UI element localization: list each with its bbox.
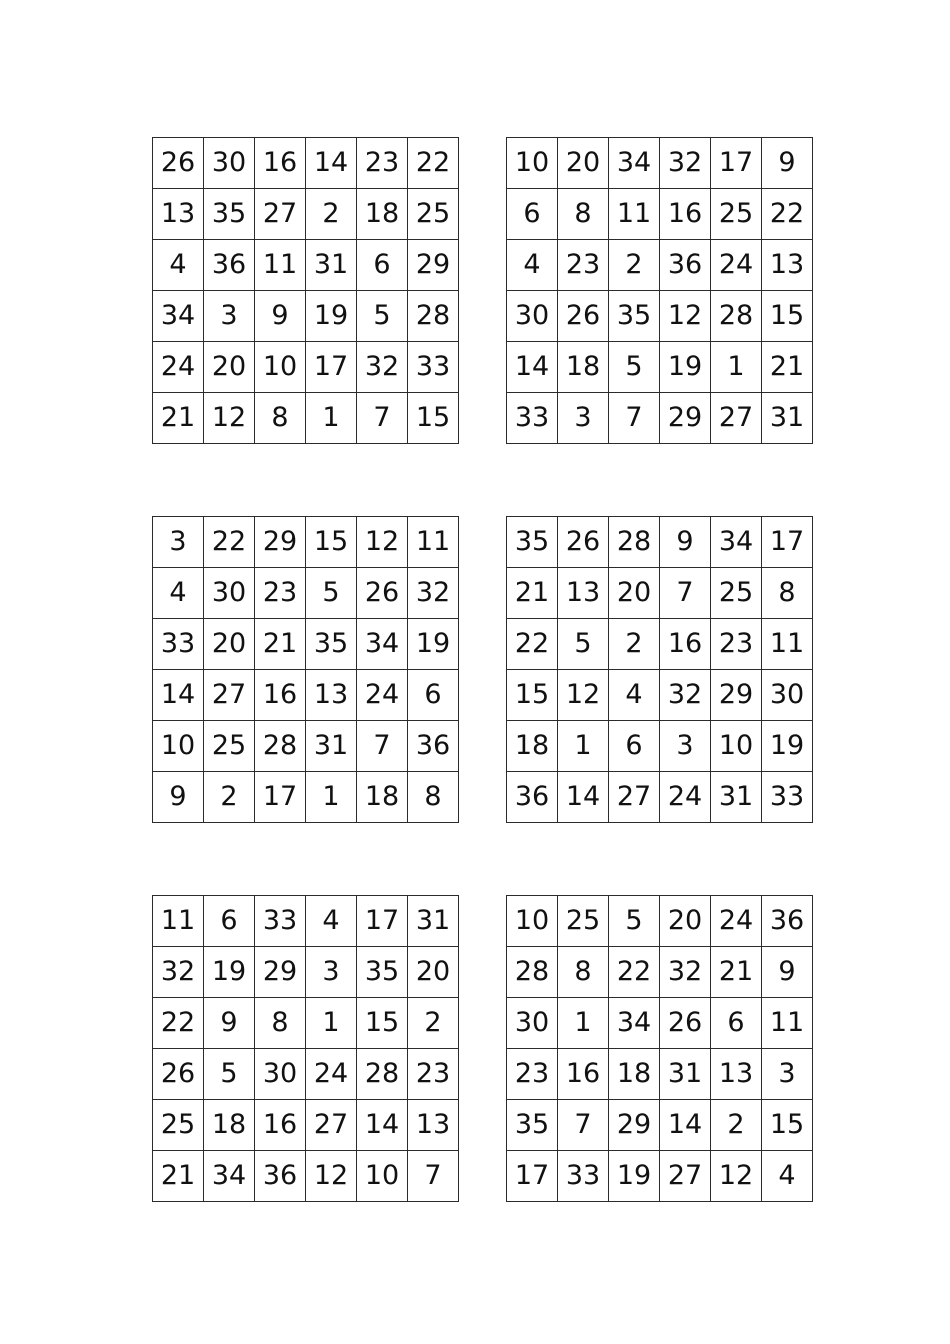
bingo-number-cell: 2: [609, 240, 660, 291]
bingo-number-cell: 13: [762, 240, 813, 291]
bingo-number-cell: 6: [711, 998, 762, 1049]
bingo-number-cell: 28: [507, 947, 558, 998]
bingo-number-cell: 31: [660, 1049, 711, 1100]
bingo-number-cell: 10: [711, 721, 762, 772]
bingo-number-cell: 9: [204, 998, 255, 1049]
bingo-number-cell: 18: [204, 1100, 255, 1151]
bingo-number-cell: 5: [609, 342, 660, 393]
bingo-number-cell: 22: [507, 619, 558, 670]
bingo-number-cell: 14: [558, 772, 609, 823]
bingo-number-cell: 35: [507, 517, 558, 568]
bingo-number-cell: 9: [255, 291, 306, 342]
card-row: [507, 721, 813, 772]
bingo-number-cell: 10: [357, 1151, 408, 1202]
bingo-number-cell: 36: [762, 896, 813, 947]
bingo-number-cell: 5: [306, 568, 357, 619]
bingo-number-cell: 20: [558, 138, 609, 189]
bingo-number-cell: 34: [153, 291, 204, 342]
bingo-number-cell: 11: [762, 619, 813, 670]
bingo-number-cell: 12: [711, 1151, 762, 1202]
bingo-number-cell: 7: [357, 393, 408, 444]
bingo-number-cell: 22: [408, 138, 459, 189]
card-row: [507, 670, 813, 721]
bingo-number-cell: 29: [255, 517, 306, 568]
bingo-number-cell: 22: [204, 517, 255, 568]
bingo-number-cell: 24: [660, 772, 711, 823]
bingo-number-cell: 26: [153, 1049, 204, 1100]
bingo-number-cell: 3: [660, 721, 711, 772]
bingo-number-cell: 24: [153, 342, 204, 393]
bingo-number-cell: 28: [408, 291, 459, 342]
bingo-number-cell: 31: [408, 896, 459, 947]
bingo-number-cell: 29: [255, 947, 306, 998]
bingo-number-cell: 16: [660, 619, 711, 670]
bingo-number-cell: 19: [762, 721, 813, 772]
bingo-number-cell: 36: [660, 240, 711, 291]
bingo-number-cell: 20: [204, 342, 255, 393]
bingo-number-cell: 34: [609, 138, 660, 189]
bingo-card-5: [152, 895, 459, 1202]
bingo-number-cell: 31: [306, 721, 357, 772]
bingo-number-cell: 35: [204, 189, 255, 240]
bingo-number-cell: 4: [306, 896, 357, 947]
bingo-number-cell: 4: [762, 1151, 813, 1202]
bingo-number-cell: 29: [660, 393, 711, 444]
bingo-number-cell: 25: [558, 896, 609, 947]
bingo-number-cell: 8: [762, 568, 813, 619]
bingo-number-cell: 33: [507, 393, 558, 444]
bingo-number-cell: 26: [558, 291, 609, 342]
bingo-number-cell: 36: [204, 240, 255, 291]
bingo-number-cell: 5: [609, 896, 660, 947]
bingo-number-cell: 16: [255, 1100, 306, 1151]
bingo-number-cell: 30: [204, 138, 255, 189]
card-row: [507, 896, 813, 947]
bingo-number-cell: 11: [255, 240, 306, 291]
bingo-number-cell: 4: [507, 240, 558, 291]
bingo-number-cell: 35: [507, 1100, 558, 1151]
bingo-number-cell: 12: [204, 393, 255, 444]
bingo-number-cell: 23: [408, 1049, 459, 1100]
bingo-number-cell: 21: [711, 947, 762, 998]
bingo-number-cell: 17: [357, 896, 408, 947]
card-row: [507, 517, 813, 568]
bingo-number-cell: 28: [357, 1049, 408, 1100]
bingo-number-cell: 28: [711, 291, 762, 342]
bingo-number-cell: 31: [711, 772, 762, 823]
bingo-number-cell: 35: [306, 619, 357, 670]
bingo-number-cell: 29: [408, 240, 459, 291]
bingo-number-cell: 11: [609, 189, 660, 240]
bingo-number-cell: 16: [558, 1049, 609, 1100]
bingo-number-cell: 14: [660, 1100, 711, 1151]
card-row: [507, 291, 813, 342]
bingo-number-cell: 6: [609, 721, 660, 772]
card-row: [153, 947, 459, 998]
bingo-number-cell: 19: [306, 291, 357, 342]
bingo-number-cell: 2: [408, 998, 459, 1049]
bingo-number-cell: 22: [153, 998, 204, 1049]
bingo-number-cell: 17: [255, 772, 306, 823]
bingo-number-cell: 22: [762, 189, 813, 240]
card-row: [153, 240, 459, 291]
card-row: [153, 517, 459, 568]
card-row: [153, 138, 459, 189]
bingo-number-cell: 30: [507, 998, 558, 1049]
bingo-number-cell: 15: [762, 291, 813, 342]
card-row: [153, 670, 459, 721]
bingo-number-cell: 18: [609, 1049, 660, 1100]
bingo-number-cell: 28: [255, 721, 306, 772]
bingo-number-cell: 14: [357, 1100, 408, 1151]
bingo-number-cell: 29: [609, 1100, 660, 1151]
bingo-card-3: [152, 516, 459, 823]
bingo-number-cell: 27: [255, 189, 306, 240]
bingo-number-cell: 34: [609, 998, 660, 1049]
bingo-number-cell: 24: [306, 1049, 357, 1100]
bingo-number-cell: 21: [255, 619, 306, 670]
bingo-number-cell: 7: [558, 1100, 609, 1151]
bingo-number-cell: 36: [255, 1151, 306, 1202]
bingo-number-cell: 10: [507, 896, 558, 947]
card-row: [507, 342, 813, 393]
bingo-number-cell: 21: [153, 393, 204, 444]
bingo-number-cell: 25: [153, 1100, 204, 1151]
bingo-number-cell: 30: [204, 568, 255, 619]
card-row: [507, 1049, 813, 1100]
bingo-number-cell: 15: [762, 1100, 813, 1151]
bingo-number-cell: 34: [357, 619, 408, 670]
bingo-number-cell: 24: [711, 896, 762, 947]
bingo-number-cell: 23: [711, 619, 762, 670]
bingo-number-cell: 13: [711, 1049, 762, 1100]
bingo-number-cell: 23: [255, 568, 306, 619]
bingo-number-cell: 20: [204, 619, 255, 670]
bingo-number-cell: 7: [609, 393, 660, 444]
card-row: [153, 189, 459, 240]
bingo-number-cell: 15: [306, 517, 357, 568]
bingo-number-cell: 36: [507, 772, 558, 823]
bingo-number-cell: 29: [711, 670, 762, 721]
bingo-number-cell: 8: [255, 393, 306, 444]
bingo-number-cell: 26: [357, 568, 408, 619]
bingo-number-cell: 14: [507, 342, 558, 393]
bingo-number-cell: 32: [408, 568, 459, 619]
bingo-number-cell: 27: [306, 1100, 357, 1151]
bingo-number-cell: 30: [507, 291, 558, 342]
bingo-number-cell: 15: [357, 998, 408, 1049]
bingo-number-cell: 1: [558, 721, 609, 772]
bingo-number-cell: 8: [558, 189, 609, 240]
bingo-number-cell: 34: [711, 517, 762, 568]
bingo-number-cell: 33: [408, 342, 459, 393]
bingo-number-cell: 26: [153, 138, 204, 189]
bingo-number-cell: 30: [762, 670, 813, 721]
bingo-number-cell: 16: [255, 670, 306, 721]
bingo-number-cell: 35: [609, 291, 660, 342]
bingo-number-cell: 32: [153, 947, 204, 998]
bingo-number-cell: 25: [711, 189, 762, 240]
card-row: [153, 1100, 459, 1151]
bingo-number-cell: 2: [204, 772, 255, 823]
bingo-number-cell: 16: [660, 189, 711, 240]
bingo-number-cell: 17: [507, 1151, 558, 1202]
bingo-number-cell: 26: [660, 998, 711, 1049]
bingo-number-cell: 19: [204, 947, 255, 998]
bingo-number-cell: 1: [306, 393, 357, 444]
card-row: [507, 393, 813, 444]
bingo-number-cell: 18: [507, 721, 558, 772]
card-row: [507, 772, 813, 823]
bingo-number-cell: 9: [660, 517, 711, 568]
card-row: [153, 998, 459, 1049]
bingo-number-cell: 32: [660, 138, 711, 189]
bingo-number-cell: 11: [408, 517, 459, 568]
bingo-number-cell: 32: [660, 947, 711, 998]
bingo-number-cell: 1: [558, 998, 609, 1049]
bingo-number-cell: 23: [357, 138, 408, 189]
bingo-number-cell: 6: [408, 670, 459, 721]
bingo-number-cell: 19: [408, 619, 459, 670]
card-row: [153, 393, 459, 444]
bingo-number-cell: 22: [609, 947, 660, 998]
bingo-number-cell: 27: [609, 772, 660, 823]
bingo-number-cell: 19: [660, 342, 711, 393]
bingo-number-cell: 33: [762, 772, 813, 823]
bingo-number-cell: 15: [507, 670, 558, 721]
bingo-number-cell: 25: [204, 721, 255, 772]
card-row: [153, 568, 459, 619]
bingo-number-cell: 8: [255, 998, 306, 1049]
card-row: [507, 1100, 813, 1151]
bingo-number-cell: 18: [357, 189, 408, 240]
bingo-number-cell: 31: [306, 240, 357, 291]
bingo-number-cell: 35: [357, 947, 408, 998]
bingo-number-cell: 10: [507, 138, 558, 189]
card-row: [153, 342, 459, 393]
bingo-number-cell: 10: [255, 342, 306, 393]
bingo-number-cell: 1: [306, 772, 357, 823]
bingo-number-cell: 21: [762, 342, 813, 393]
bingo-number-cell: 10: [153, 721, 204, 772]
bingo-number-cell: 8: [558, 947, 609, 998]
bingo-number-cell: 6: [204, 896, 255, 947]
bingo-card-4: [506, 516, 813, 823]
card-row: [153, 1049, 459, 1100]
card-row: [507, 619, 813, 670]
bingo-number-cell: 20: [660, 896, 711, 947]
bingo-number-cell: 14: [153, 670, 204, 721]
bingo-number-cell: 23: [558, 240, 609, 291]
bingo-number-cell: 5: [204, 1049, 255, 1100]
bingo-number-cell: 33: [558, 1151, 609, 1202]
bingo-number-cell: 3: [558, 393, 609, 444]
bingo-card-1: [152, 137, 459, 444]
bingo-number-cell: 7: [357, 721, 408, 772]
bingo-number-cell: 12: [558, 670, 609, 721]
bingo-number-cell: 12: [357, 517, 408, 568]
bingo-number-cell: 27: [660, 1151, 711, 1202]
bingo-number-cell: 9: [762, 138, 813, 189]
bingo-number-cell: 4: [153, 240, 204, 291]
card-row: [153, 772, 459, 823]
bingo-number-cell: 11: [762, 998, 813, 1049]
bingo-number-cell: 34: [204, 1151, 255, 1202]
card-row: [507, 998, 813, 1049]
bingo-number-cell: 3: [306, 947, 357, 998]
bingo-number-cell: 13: [153, 189, 204, 240]
card-row: [153, 721, 459, 772]
bingo-number-cell: 25: [711, 568, 762, 619]
bingo-number-cell: 17: [306, 342, 357, 393]
bingo-number-cell: 20: [408, 947, 459, 998]
bingo-number-cell: 2: [711, 1100, 762, 1151]
bingo-number-cell: 27: [204, 670, 255, 721]
card-row: [153, 1151, 459, 1202]
bingo-number-cell: 16: [255, 138, 306, 189]
bingo-number-cell: 18: [558, 342, 609, 393]
bingo-number-cell: 15: [408, 393, 459, 444]
bingo-number-cell: 21: [507, 568, 558, 619]
bingo-number-cell: 21: [153, 1151, 204, 1202]
bingo-number-cell: 12: [660, 291, 711, 342]
card-row: [153, 291, 459, 342]
bingo-number-cell: 33: [255, 896, 306, 947]
bingo-card-6: [506, 895, 813, 1202]
bingo-number-cell: 17: [762, 517, 813, 568]
bingo-number-cell: 13: [408, 1100, 459, 1151]
bingo-number-cell: 5: [558, 619, 609, 670]
bingo-number-cell: 13: [558, 568, 609, 619]
bingo-number-cell: 30: [255, 1049, 306, 1100]
bingo-number-cell: 3: [153, 517, 204, 568]
bingo-number-cell: 6: [507, 189, 558, 240]
bingo-number-cell: 17: [711, 138, 762, 189]
bingo-number-cell: 18: [357, 772, 408, 823]
bingo-card-2: [506, 137, 813, 444]
bingo-number-cell: 23: [507, 1049, 558, 1100]
bingo-number-cell: 28: [609, 517, 660, 568]
bingo-number-cell: 14: [306, 138, 357, 189]
card-row: [507, 189, 813, 240]
card-row: [507, 568, 813, 619]
bingo-number-cell: 20: [609, 568, 660, 619]
card-row: [507, 240, 813, 291]
bingo-number-cell: 3: [204, 291, 255, 342]
bingo-number-cell: 32: [660, 670, 711, 721]
bingo-number-cell: 25: [408, 189, 459, 240]
card-row: [153, 896, 459, 947]
bingo-number-cell: 27: [711, 393, 762, 444]
bingo-number-cell: 9: [762, 947, 813, 998]
bingo-number-cell: 31: [762, 393, 813, 444]
bingo-number-cell: 19: [609, 1151, 660, 1202]
bingo-number-cell: 24: [357, 670, 408, 721]
bingo-number-cell: 32: [357, 342, 408, 393]
card-row: [507, 138, 813, 189]
bingo-number-cell: 5: [357, 291, 408, 342]
bingo-number-cell: 33: [153, 619, 204, 670]
bingo-number-cell: 13: [306, 670, 357, 721]
card-row: [153, 619, 459, 670]
bingo-number-cell: 4: [609, 670, 660, 721]
card-row: [507, 1151, 813, 1202]
bingo-number-cell: 3: [762, 1049, 813, 1100]
bingo-number-cell: 2: [609, 619, 660, 670]
bingo-number-cell: 7: [660, 568, 711, 619]
bingo-number-cell: 7: [408, 1151, 459, 1202]
bingo-number-cell: 1: [306, 998, 357, 1049]
bingo-number-cell: 11: [153, 896, 204, 947]
bingo-number-cell: 12: [306, 1151, 357, 1202]
bingo-number-cell: 26: [558, 517, 609, 568]
bingo-number-cell: 1: [711, 342, 762, 393]
card-row: [507, 947, 813, 998]
bingo-number-cell: 6: [357, 240, 408, 291]
bingo-number-cell: 8: [408, 772, 459, 823]
bingo-number-cell: 9: [153, 772, 204, 823]
bingo-number-cell: 2: [306, 189, 357, 240]
bingo-number-cell: 4: [153, 568, 204, 619]
bingo-number-cell: 24: [711, 240, 762, 291]
bingo-number-cell: 36: [408, 721, 459, 772]
